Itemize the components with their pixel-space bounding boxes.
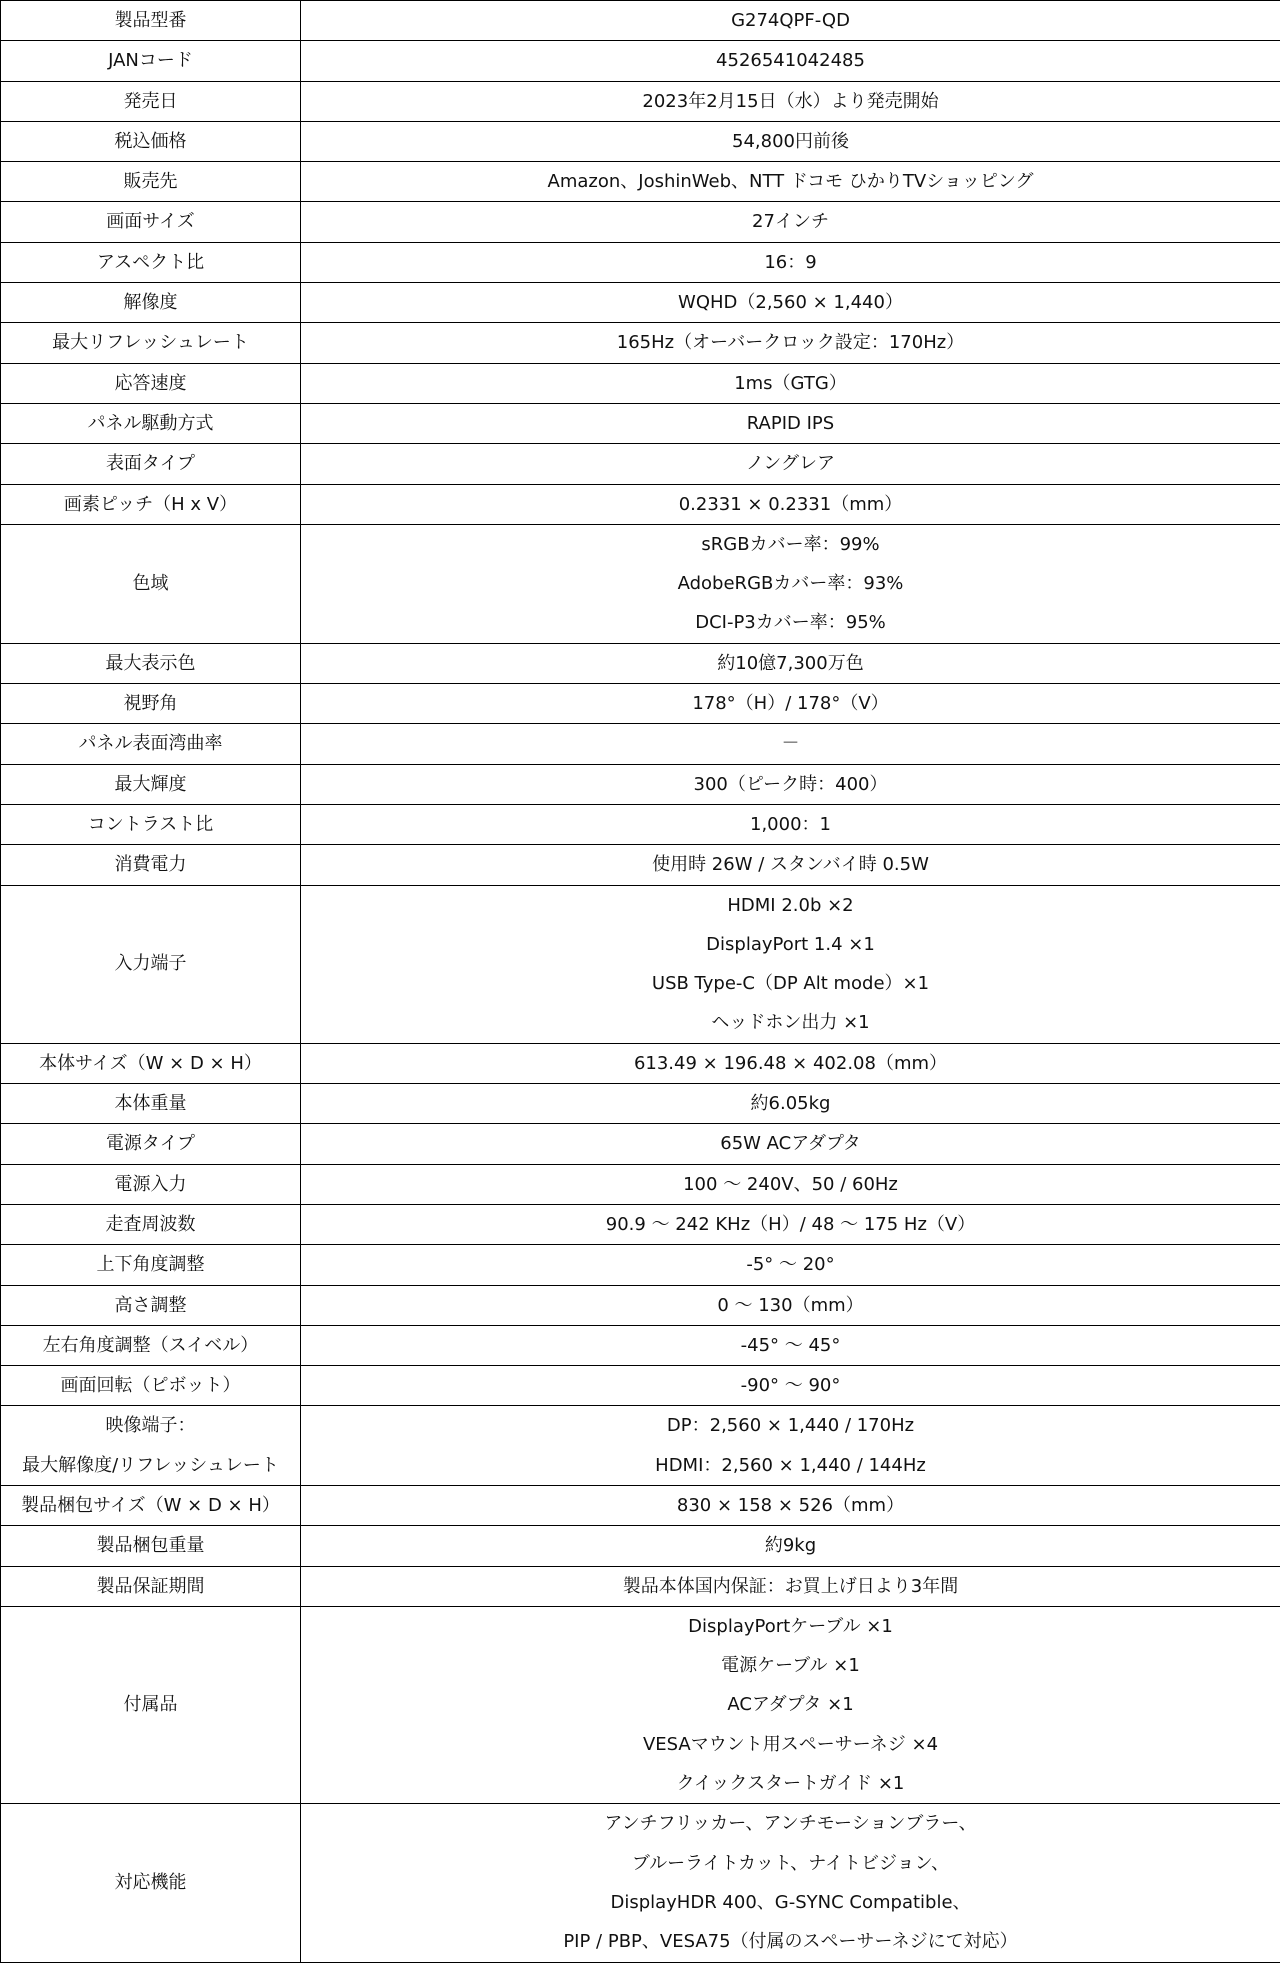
spec-label-cell (1, 1566, 301, 1606)
spec-label: 製品梱包サイズ（W × D × H） (1, 1486, 300, 1525)
spec-label-cell (1, 202, 301, 242)
spec-label: 販売先 (1, 162, 300, 201)
spec-value: WQHD（2,560 × 1,440） (301, 283, 1280, 322)
spec-label-cell (1, 403, 301, 443)
spec-label: 税込価格 (1, 122, 300, 161)
spec-value: DCI-P3カバー率：95% (301, 603, 1280, 642)
spec-value: USB Type-C（DP Alt mode）×1 (301, 964, 1280, 1003)
spec-label-cell (1, 1366, 301, 1406)
spec-value: 0 ～ 130（mm） (301, 1286, 1280, 1325)
spec-label: 消費電力 (1, 845, 300, 884)
spec-row (1, 1566, 1280, 1606)
spec-value-cell (301, 444, 1280, 484)
spec-row (1, 403, 1280, 443)
spec-row (1, 1, 1280, 41)
spec-row (1, 684, 1280, 724)
spec-row (1, 885, 1280, 1043)
spec-value-cell (301, 121, 1280, 161)
spec-label: 最大リフレッシュレート (1, 323, 300, 362)
spec-label: 画面回転（ピボット） (1, 1366, 300, 1405)
spec-label-cell (1, 121, 301, 161)
spec-value: 4526541042485 (301, 41, 1280, 80)
spec-row (1, 1124, 1280, 1164)
spec-row (1, 1325, 1280, 1365)
spec-value: 165Hz（オーバークロック設定：170Hz） (301, 323, 1280, 362)
spec-label: アスペクト比 (1, 243, 300, 282)
spec-row (1, 643, 1280, 683)
spec-row (1, 1084, 1280, 1124)
spec-row (1, 323, 1280, 363)
spec-row (1, 1526, 1280, 1566)
spec-value-cell (301, 804, 1280, 844)
spec-value: RAPID IPS (301, 404, 1280, 443)
spec-value-cell (301, 403, 1280, 443)
spec-label-cell (1, 283, 301, 323)
spec-label: 電源タイプ (1, 1124, 300, 1163)
spec-value-cell (301, 1, 1280, 41)
spec-value: DP：2,560 × 1,440 / 170Hz (301, 1406, 1280, 1445)
spec-label: 画面サイズ (1, 202, 300, 241)
spec-label-cell (1, 1164, 301, 1204)
spec-label-cell (1, 444, 301, 484)
spec-value: 約10億7,300万色 (301, 644, 1280, 683)
spec-row (1, 804, 1280, 844)
spec-value-cell (301, 524, 1280, 643)
spec-label: 最大表示色 (1, 644, 300, 683)
spec-label-cell (1, 524, 301, 643)
spec-label-cell (1, 81, 301, 121)
spec-row (1, 283, 1280, 323)
spec-label: JANコード (1, 41, 300, 80)
spec-value: -5° ～ 20° (301, 1245, 1280, 1284)
spec-value: -45° ～ 45° (301, 1326, 1280, 1365)
spec-row (1, 81, 1280, 121)
spec-value: DisplayHDR 400、G-SYNC Compatible、 (301, 1883, 1280, 1922)
spec-value-cell (301, 242, 1280, 282)
spec-value: アンチフリッカー、アンチモーションブラー、 (301, 1804, 1280, 1843)
spec-label: 最大輝度 (1, 765, 300, 804)
spec-row (1, 242, 1280, 282)
spec-label-cell (1, 1043, 301, 1083)
spec-label-cell (1, 764, 301, 804)
spec-value-cell (301, 1124, 1280, 1164)
spec-value: 90.9 ～ 242 KHz（H）/ 48 ～ 175 Hz（V） (301, 1205, 1280, 1244)
spec-row (1, 1485, 1280, 1525)
spec-value: AdobeRGBカバー率：93% (301, 564, 1280, 603)
spec-label-cell (1, 1245, 301, 1285)
spec-label-cell (1, 643, 301, 683)
spec-label-cell (1, 804, 301, 844)
spec-label-cell (1, 363, 301, 403)
spec-value-cell (301, 643, 1280, 683)
spec-row (1, 41, 1280, 81)
spec-value: sRGBカバー率：99% (301, 525, 1280, 564)
spec-row (1, 1164, 1280, 1204)
spec-value: ノングレア (301, 444, 1280, 483)
spec-label-cell (1, 1325, 301, 1365)
spec-value-cell (301, 1804, 1280, 1962)
spec-value-cell (301, 162, 1280, 202)
spec-row (1, 845, 1280, 885)
spec-label: 表面タイプ (1, 444, 300, 483)
spec-table-body (1, 1, 1280, 1963)
spec-value-cell (301, 1325, 1280, 1365)
spec-value-cell (301, 283, 1280, 323)
spec-label: 映像端子： (1, 1406, 300, 1445)
spec-value: DisplayPortケーブル ×1 (301, 1607, 1280, 1646)
spec-row (1, 724, 1280, 764)
spec-value-cell (301, 845, 1280, 885)
spec-row (1, 202, 1280, 242)
spec-label-cell (1, 1485, 301, 1525)
spec-value: クイックスタートガイド ×1 (301, 1764, 1280, 1803)
spec-value-cell (301, 484, 1280, 524)
spec-value-cell (301, 1606, 1280, 1803)
spec-label-cell (1, 41, 301, 81)
spec-value-cell (301, 1245, 1280, 1285)
spec-value: -90° ～ 90° (301, 1366, 1280, 1405)
spec-row (1, 1366, 1280, 1406)
spec-value: 100 ～ 240V、50 / 60Hz (301, 1165, 1280, 1204)
spec-value: Amazon、JoshinWeb、NTT ドコモ ひかりTVショッピング (301, 162, 1280, 201)
spec-label: 製品型番 (1, 1, 300, 40)
spec-value: 2023年2月15日（水）より発売開始 (301, 82, 1280, 121)
spec-row (1, 484, 1280, 524)
spec-value: 製品本体国内保証：お買上げ日より3年間 (301, 1567, 1280, 1606)
spec-value: － (301, 724, 1280, 763)
spec-label-cell (1, 724, 301, 764)
spec-value: 178°（H）/ 178°（V） (301, 684, 1280, 723)
spec-label-cell (1, 1124, 301, 1164)
spec-value: 65W ACアダプタ (301, 1124, 1280, 1163)
spec-label: 走査周波数 (1, 1205, 300, 1244)
spec-value: PIP / PBP、VESA75（付属のスペーサーネジにて対応） (301, 1922, 1280, 1961)
spec-label: 製品梱包重量 (1, 1526, 300, 1565)
spec-value: 0.2331 × 0.2331（mm） (301, 485, 1280, 524)
spec-label: パネル駆動方式 (1, 404, 300, 443)
spec-label-cell (1, 1606, 301, 1803)
spec-value-cell (301, 1164, 1280, 1204)
spec-label-cell (1, 1204, 301, 1244)
spec-value-cell (301, 323, 1280, 363)
spec-row (1, 121, 1280, 161)
spec-label-cell (1, 845, 301, 885)
spec-value-cell (301, 1285, 1280, 1325)
spec-row (1, 1285, 1280, 1325)
spec-label-cell (1, 1285, 301, 1325)
spec-label: 製品保証期間 (1, 1567, 300, 1606)
spec-value: 電源ケーブル ×1 (301, 1646, 1280, 1685)
spec-label: 左右角度調整（スイベル） (1, 1326, 300, 1365)
spec-value: G274QPF-QD (301, 1, 1280, 40)
spec-value: 830 × 158 × 526（mm） (301, 1486, 1280, 1525)
spec-row (1, 363, 1280, 403)
spec-label: コントラスト比 (1, 805, 300, 844)
spec-label: 最大解像度/リフレッシュレート (1, 1446, 300, 1485)
spec-label: 本体重量 (1, 1084, 300, 1123)
spec-label: 上下角度調整 (1, 1245, 300, 1284)
spec-row (1, 1606, 1280, 1803)
spec-label: 高さ調整 (1, 1286, 300, 1325)
spec-value: HDMI 2.0b ×2 (301, 886, 1280, 925)
spec-value: 使用時 26W / スタンバイ時 0.5W (301, 845, 1280, 884)
spec-label-cell (1, 1, 301, 41)
spec-value-cell (301, 764, 1280, 804)
spec-value: 約9kg (301, 1526, 1280, 1565)
spec-label: 色域 (1, 564, 300, 603)
spec-label: 対応機能 (1, 1863, 300, 1902)
spec-label-cell (1, 1084, 301, 1124)
spec-value: 1ms（GTG） (301, 364, 1280, 403)
spec-value: ヘッドホン出力 ×1 (301, 1003, 1280, 1042)
spec-row (1, 1245, 1280, 1285)
spec-row (1, 1043, 1280, 1083)
spec-value: ブルーライトカット、ナイトビジョン、 (301, 1844, 1280, 1883)
spec-label-cell (1, 1804, 301, 1962)
spec-label-cell (1, 684, 301, 724)
spec-value: VESAマウント用スペーサーネジ ×4 (301, 1725, 1280, 1764)
spec-value-cell (301, 363, 1280, 403)
spec-value-cell (301, 1526, 1280, 1566)
spec-value: ACアダプタ ×1 (301, 1685, 1280, 1724)
spec-value-cell (301, 41, 1280, 81)
spec-value-cell (301, 1485, 1280, 1525)
spec-label-cell (1, 323, 301, 363)
spec-value-cell (301, 684, 1280, 724)
spec-label: 視野角 (1, 684, 300, 723)
spec-value-cell (301, 1204, 1280, 1244)
spec-value: HDMI：2,560 × 1,440 / 144Hz (301, 1446, 1280, 1485)
spec-value-cell (301, 81, 1280, 121)
spec-label: 付属品 (1, 1685, 300, 1724)
spec-value: DisplayPort 1.4 ×1 (301, 925, 1280, 964)
spec-value: 613.49 × 196.48 × 402.08（mm） (301, 1044, 1280, 1083)
spec-label: 発売日 (1, 82, 300, 121)
spec-label: 本体サイズ（W × D × H） (1, 1044, 300, 1083)
spec-row (1, 1204, 1280, 1244)
spec-row (1, 444, 1280, 484)
spec-value-cell (301, 1406, 1280, 1486)
spec-value: 1,000：1 (301, 805, 1280, 844)
spec-value-cell (301, 885, 1280, 1043)
spec-row (1, 1406, 1280, 1486)
spec-label-cell (1, 1526, 301, 1566)
spec-value-cell (301, 724, 1280, 764)
spec-value: 27インチ (301, 202, 1280, 241)
spec-value-cell (301, 1366, 1280, 1406)
spec-row (1, 1804, 1280, 1962)
spec-value: 54,800円前後 (301, 122, 1280, 161)
spec-label-cell (1, 484, 301, 524)
spec-label-cell (1, 1406, 301, 1486)
spec-label-cell (1, 242, 301, 282)
spec-value-cell (301, 202, 1280, 242)
spec-label: 解像度 (1, 283, 300, 322)
spec-label: 電源入力 (1, 1165, 300, 1204)
spec-label: パネル表面湾曲率 (1, 724, 300, 763)
spec-value: 300（ピーク時：400） (301, 765, 1280, 804)
spec-label: 画素ピッチ（H x V） (1, 485, 300, 524)
spec-label: 入力端子 (1, 944, 300, 983)
spec-value: 約6.05kg (301, 1084, 1280, 1123)
spec-row (1, 524, 1280, 643)
spec-value-cell (301, 1566, 1280, 1606)
spec-row (1, 764, 1280, 804)
spec-value-cell (301, 1043, 1280, 1083)
spec-row (1, 162, 1280, 202)
spec-label-cell (1, 885, 301, 1043)
spec-label: 応答速度 (1, 364, 300, 403)
spec-value: 16：9 (301, 243, 1280, 282)
spec-label-cell (1, 162, 301, 202)
spec-value-cell (301, 1084, 1280, 1124)
